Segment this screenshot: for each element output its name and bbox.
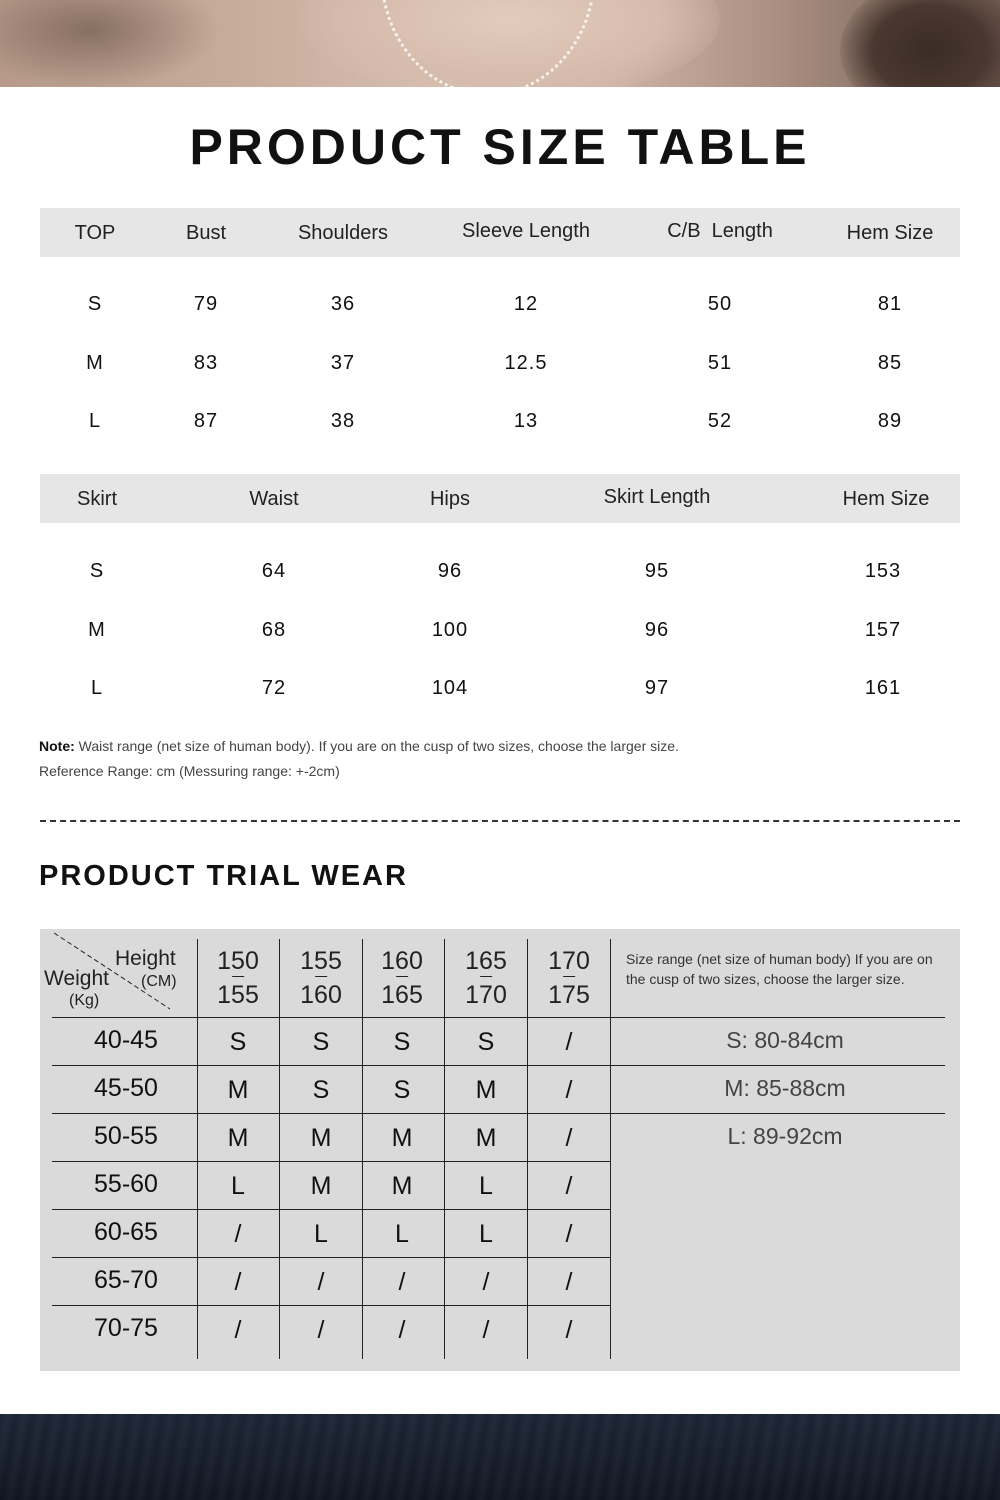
size-cell: /	[565, 1076, 573, 1104]
skirt-table-cell: 153	[864, 560, 902, 582]
size-cell: /	[565, 1220, 573, 1248]
skirt-table-cell: 96	[437, 560, 463, 582]
top-table-cell: 79	[193, 293, 219, 315]
size-cell: /	[398, 1268, 406, 1296]
size-cell: /	[482, 1268, 490, 1296]
skirt-table-cell: 157	[864, 619, 902, 641]
size-cell: M	[310, 1124, 332, 1152]
bottom-photo	[0, 1414, 1000, 1500]
size-range-value: M: 85-88cm	[724, 1075, 846, 1101]
weight-range: 55-60	[94, 1170, 158, 1198]
top-header-cell: C/B Length	[667, 220, 773, 242]
size-cell: M	[391, 1172, 413, 1200]
height-range-to: 160	[300, 981, 342, 1009]
top-header-cell: Hem Size	[846, 222, 934, 244]
height-range-from: 165	[465, 947, 507, 975]
skirt-table-cell: S	[89, 560, 105, 582]
height-range-header	[381, 943, 423, 1014]
grid-horizontal-line	[52, 1017, 945, 1018]
top-table-cell: 51	[707, 352, 733, 374]
grid-vertical-line	[362, 939, 363, 1359]
trial-wear-table	[40, 929, 960, 1371]
top-table-cell: 36	[330, 293, 356, 315]
top-header-cell: TOP	[74, 222, 116, 244]
height-range-header	[465, 943, 507, 1014]
weight-range: 70-75	[94, 1314, 158, 1342]
skirt-table-cell: M	[88, 619, 106, 641]
size-cell: /	[565, 1316, 573, 1344]
size-cell: S	[393, 1076, 411, 1104]
skirt-table-cell: 96	[644, 619, 670, 641]
size-cell: M	[227, 1124, 249, 1152]
size-cell: L	[479, 1220, 493, 1248]
top-table-cell: M	[86, 352, 104, 374]
top-table-cell: 52	[707, 410, 733, 432]
top-table-cell: 12.5	[504, 352, 548, 374]
top-table-cell: S	[87, 293, 103, 315]
grid-vertical-line	[527, 939, 528, 1359]
height-range-from: 150	[217, 947, 259, 975]
weight-range: 45-50	[94, 1074, 158, 1102]
size-cell: M	[475, 1076, 497, 1104]
size-cell: /	[398, 1316, 406, 1344]
top-table-cell: 85	[877, 352, 903, 374]
skirt-table-cell: 72	[261, 677, 287, 699]
size-cell: M	[310, 1172, 332, 1200]
top-table-cell: 13	[513, 410, 539, 432]
grid-vertical-line	[610, 939, 611, 1359]
size-cell: S	[229, 1028, 247, 1056]
page-title: PRODUCT SIZE TABLE	[189, 119, 811, 175]
height-label: Height	[115, 947, 176, 970]
skirt-header-cell: Skirt Length	[603, 486, 711, 508]
note-label: Note:	[39, 738, 75, 754]
grid-vertical-line	[444, 939, 445, 1359]
height-range-from: 155	[300, 947, 342, 975]
top-table-cell: 38	[330, 410, 356, 432]
weight-label: Weight	[44, 967, 109, 990]
size-cell: /	[234, 1268, 242, 1296]
size-cell: L	[314, 1220, 328, 1248]
note-text: Waist range (net size of human body). If you are on the cusp of two sizes, choose the larger size.	[74, 738, 679, 754]
size-cell: S	[477, 1028, 495, 1056]
top-table-cell: L	[88, 410, 102, 432]
skirt-table-cell: 64	[261, 560, 287, 582]
skirt-header-cell: Hem Size	[842, 488, 930, 510]
grid-horizontal-line	[52, 1065, 945, 1066]
skirt-header-cell: Hips	[429, 488, 471, 510]
height-range-to: 155	[217, 981, 259, 1009]
skirt-table-cell: 161	[864, 677, 902, 699]
grid-vertical-line	[197, 939, 198, 1359]
skirt-table-cell: 97	[644, 677, 670, 699]
skirt-table-cell: 68	[261, 619, 287, 641]
grid-horizontal-line	[52, 1305, 610, 1306]
grid-horizontal-line	[52, 1161, 610, 1162]
skirt-header-cell: Waist	[249, 488, 299, 510]
range-note: Size range (net size of human body) If you are on the cusp of two sizes, choose the larger size.	[626, 951, 933, 987]
size-cell: /	[317, 1268, 325, 1296]
top-table-cell: 83	[193, 352, 219, 374]
weight-unit: (Kg)	[69, 992, 100, 1009]
size-cell: /	[565, 1268, 573, 1296]
size-cell: /	[234, 1316, 242, 1344]
size-cell: /	[565, 1172, 573, 1200]
dashed-divider	[40, 820, 960, 822]
grid-vertical-line	[279, 939, 280, 1359]
top-header-cell: Sleeve Length	[462, 220, 590, 242]
size-cell: S	[312, 1028, 330, 1056]
height-unit: (CM)	[141, 973, 177, 990]
trial-title: PRODUCT TRIAL WEAR	[39, 860, 408, 892]
reference-range: Reference Range: cm (Messuring range: +-2cm)	[39, 763, 340, 779]
top-table-cell: 87	[193, 410, 219, 432]
skirt-table-cell: L	[90, 677, 104, 699]
skirt-table-cell: 104	[431, 677, 469, 699]
size-cell: L	[231, 1172, 245, 1200]
top-header-cell: Bust	[185, 222, 227, 244]
size-range-value: S: 80-84cm	[726, 1027, 844, 1053]
size-cell: /	[317, 1316, 325, 1344]
size-cell: /	[565, 1028, 573, 1056]
top-table-header	[40, 208, 960, 257]
top-table-cell: 89	[877, 410, 903, 432]
grid-horizontal-line	[52, 1257, 610, 1258]
height-range-from: 170	[548, 947, 590, 975]
size-cell: S	[393, 1028, 411, 1056]
top-table-cell: 50	[707, 293, 733, 315]
size-cell: /	[234, 1220, 242, 1248]
skirt-header-cell: Skirt	[77, 488, 117, 510]
top-table-cell: 37	[330, 352, 356, 374]
size-cell: /	[482, 1316, 490, 1344]
height-range-header	[300, 943, 342, 1014]
size-cell: M	[227, 1076, 249, 1104]
size-cell: L	[479, 1172, 493, 1200]
size-range-value: L: 89-92cm	[727, 1123, 843, 1149]
weight-range: 50-55	[94, 1122, 158, 1150]
weight-range: 40-45	[94, 1026, 158, 1054]
size-cell: S	[312, 1076, 330, 1104]
size-cell: L	[395, 1220, 409, 1248]
size-cell: M	[391, 1124, 413, 1152]
top-photo	[0, 0, 1000, 87]
height-range-header	[217, 943, 259, 1014]
height-range-from: 160	[381, 947, 423, 975]
skirt-table-cell: 100	[431, 619, 469, 641]
top-table-cell: 12	[513, 293, 539, 315]
note-line	[39, 738, 679, 754]
height-range-to: 170	[465, 981, 507, 1009]
size-cell: M	[475, 1124, 497, 1152]
grid-horizontal-line	[52, 1209, 610, 1210]
skirt-table-cell: 95	[644, 560, 670, 582]
top-table-cell: 81	[877, 293, 903, 315]
size-cell: /	[565, 1124, 573, 1152]
height-range-to: 165	[381, 981, 423, 1009]
top-header-cell: Shoulders	[297, 222, 389, 244]
weight-range: 65-70	[94, 1266, 158, 1294]
grid-horizontal-line	[52, 1113, 945, 1114]
height-range-to: 175	[548, 981, 590, 1009]
weight-range: 60-65	[94, 1218, 158, 1246]
skirt-table-header	[40, 474, 960, 523]
height-range-header	[548, 943, 590, 1014]
